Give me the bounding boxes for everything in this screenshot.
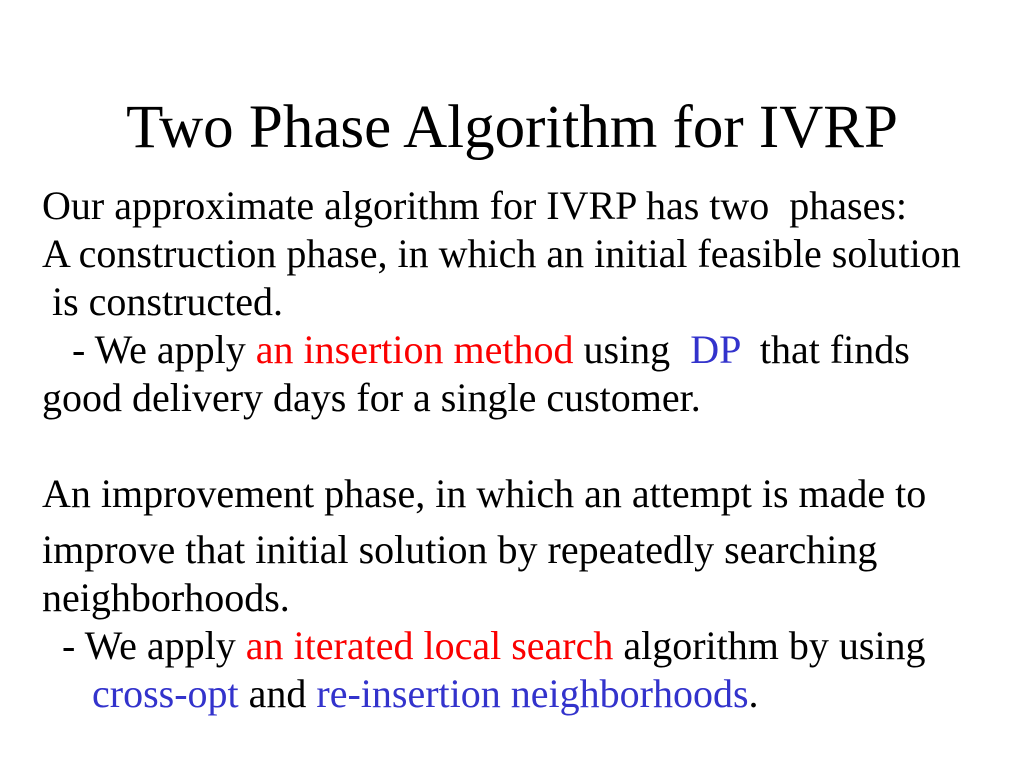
text-segment: and bbox=[238, 671, 317, 716]
text-segment: improve that initial solution by repeatedly searching bbox=[42, 527, 878, 572]
text-line bbox=[42, 670, 1004, 718]
text-line bbox=[42, 526, 1004, 574]
text-segment: good delivery days for a single customer. bbox=[42, 375, 701, 420]
text-segment: - We apply bbox=[42, 623, 246, 668]
text-segment: . bbox=[748, 671, 759, 716]
text-segment: An improvement phase, in which an attempt is made to bbox=[42, 471, 927, 516]
slide-body-text bbox=[0, 182, 1024, 718]
text-line bbox=[42, 326, 1004, 374]
text-segment: is constructed. bbox=[42, 279, 284, 324]
text-line bbox=[42, 182, 1004, 230]
blank-line bbox=[42, 422, 1004, 470]
text-segment: an iterated local search bbox=[245, 623, 614, 668]
slide-title: Two Phase Algorithm for IVRP bbox=[126, 94, 898, 161]
text-segment: Our approximate algorithm for IVRP has two phases: bbox=[42, 183, 908, 228]
text-segment: neighborhoods. bbox=[42, 575, 290, 620]
text-line bbox=[42, 374, 1004, 422]
text-line bbox=[42, 470, 1004, 518]
text-segment: A construction phase, in which an initial feasible solution bbox=[42, 231, 961, 276]
text-line bbox=[42, 230, 1004, 278]
text-line bbox=[42, 278, 1004, 326]
text-segment: DP bbox=[690, 327, 740, 372]
text-segment: an insertion method bbox=[255, 327, 574, 372]
text-segment: algorithm by using bbox=[613, 623, 926, 668]
text-line bbox=[42, 574, 1004, 622]
text-line bbox=[42, 622, 1004, 670]
text-segment bbox=[42, 671, 92, 716]
text-segment: using bbox=[573, 327, 691, 372]
text-segment: - We apply bbox=[42, 327, 256, 372]
text-segment: that finds bbox=[739, 327, 910, 372]
text-segment: re-insertion neighborhoods bbox=[316, 671, 749, 716]
text-segment: cross-opt bbox=[92, 671, 239, 716]
